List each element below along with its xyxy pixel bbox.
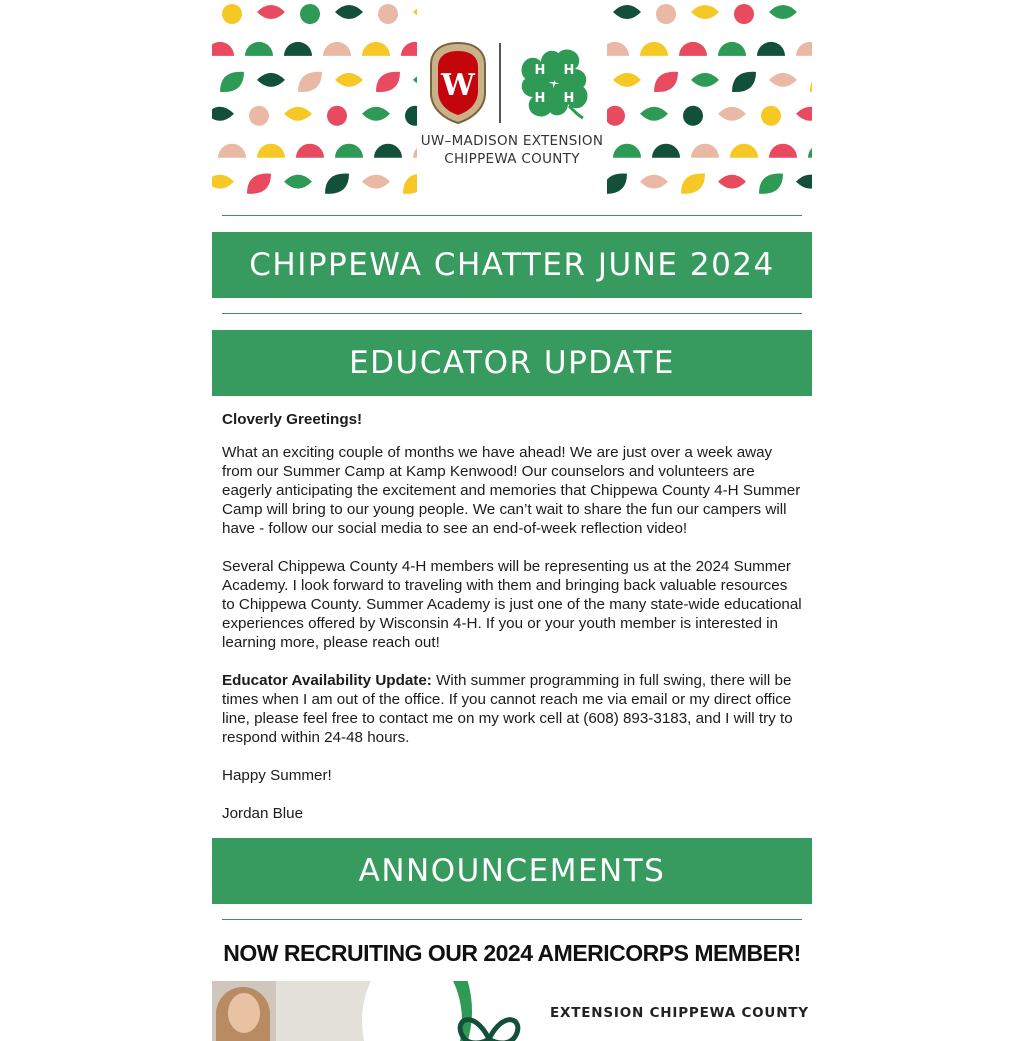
pattern-shape [296, 144, 324, 158]
pattern-shape [212, 107, 234, 121]
pattern-shape [249, 106, 269, 126]
pattern-shape [613, 5, 641, 19]
pattern-shape [327, 106, 347, 126]
pattern-shape [679, 42, 707, 56]
promo-org-text: EXTENSION CHIPPEWA COUNTY [550, 1005, 809, 1021]
pattern-shape [257, 144, 285, 158]
pattern-shape [796, 107, 812, 121]
pattern-shape [300, 4, 320, 24]
pattern-shape [362, 42, 390, 56]
pattern-shape [335, 144, 363, 158]
pattern-shape [362, 175, 390, 189]
paragraph-availability [222, 671, 802, 747]
pattern-shape [734, 4, 754, 24]
svg-text:H: H [534, 91, 546, 106]
uw-crest-icon [429, 41, 487, 125]
org-line-1: UW–MADISON EXTENSION [420, 133, 604, 149]
pattern-right [607, 0, 812, 205]
availability-label: Educator Availability Update: [222, 672, 432, 689]
svg-text:W: W [441, 68, 475, 103]
pattern-shape [284, 175, 312, 189]
pattern-shape [718, 175, 746, 189]
divider-rule [222, 215, 802, 216]
educator-update-body [212, 410, 812, 823]
pattern-shape [284, 42, 312, 56]
americorps-promo-image[interactable] [212, 981, 812, 1041]
signature: Jordan Blue [222, 805, 304, 822]
recruit-title: NOW RECRUITING OUR 2024 AMERICORPS MEMBER! [223, 940, 801, 966]
pattern-shape [796, 42, 812, 56]
pattern-shape [640, 175, 668, 189]
logo-divider [499, 43, 501, 123]
svg-text:H: H [563, 63, 575, 78]
person-face [228, 993, 260, 1033]
pattern-shape [218, 144, 246, 158]
header-banner-image [212, 0, 812, 205]
pattern-shape [640, 42, 668, 56]
pattern-left [212, 0, 417, 205]
pattern-shape [769, 5, 797, 19]
pattern-shape [730, 144, 758, 158]
pattern-shape [769, 144, 797, 158]
divider-rule [222, 313, 802, 314]
pattern-shape [691, 5, 719, 19]
paragraph-academy: Several Chippewa County 4-H members will be representing us at the 2024 Summer Academy. I look forward to traveling with them and bringing back valuable resources to Chippewa County. Summer Academy is just one of the many state-wide educational experiences offered by Wisconsin 4-H. If you or your youth member is interested in learning more, please reach out! [222, 558, 802, 651]
divider-rule [222, 919, 802, 920]
pattern-shape [212, 175, 234, 189]
extension-logo [402, 38, 622, 178]
pattern-shape [656, 4, 676, 24]
paragraph-camp: What an exciting couple of months we have ahead! We are just over a week away from our Summer Camp at Kamp Kenwood! Our counselors and volunteers are eagerly anticipating the excitement and memories that Chippewa County 4-H Summer Camp will bring to our young people. We can’t wait to share the fun our campers will have - follow our social media to see an end-of-week reflection video! [222, 444, 801, 537]
pattern-shape [681, 173, 705, 193]
org-line-2: CHIPPEWA COUNTY [444, 151, 580, 167]
pattern-shape [808, 144, 812, 158]
pattern-shape [374, 144, 402, 158]
pattern-shape [654, 72, 678, 92]
svg-text:H: H [534, 63, 546, 78]
pattern-shape [691, 73, 719, 87]
pattern-shape [640, 107, 668, 121]
pattern-shape [718, 107, 746, 121]
pattern-shape [284, 107, 312, 121]
pattern-shape [378, 4, 398, 24]
pattern-shape [652, 144, 680, 158]
pattern-shape [718, 42, 746, 56]
pattern-shape [212, 42, 234, 56]
pattern-shape [810, 72, 812, 92]
pattern-shape [220, 72, 244, 92]
four-h-clover-icon [513, 42, 595, 124]
pattern-shape [759, 173, 783, 193]
educator-update-heading: EDUCATOR UPDATE [212, 330, 812, 396]
pattern-shape [335, 73, 363, 87]
announcements-heading: ANNOUNCEMENTS [212, 838, 812, 904]
pattern-shape [247, 173, 271, 193]
closing: Happy Summer! [222, 767, 332, 784]
svg-text:H: H [563, 91, 575, 106]
pattern-shape [769, 73, 797, 87]
pattern-shape [796, 175, 812, 189]
four-h-outline-icon [444, 999, 534, 1041]
availability-text: With summer programming in full swing, there will be times when I am out of the office. If you cannot reach me via email or my direct office line, please feel free to contact me on my work cell at (608) 893-3183, and I will try to respond within 24-48 hours. [222, 672, 793, 746]
pattern-shape [757, 42, 785, 56]
pattern-shape [325, 173, 349, 193]
pattern-shape [245, 42, 273, 56]
pattern-shape [257, 5, 285, 19]
pattern-shape [376, 72, 400, 92]
pattern-shape [761, 106, 781, 126]
pattern-shape [413, 5, 417, 19]
pattern-shape [691, 144, 719, 158]
pattern-shape [257, 73, 285, 87]
pattern-shape [683, 106, 703, 126]
pattern-shape [222, 4, 242, 24]
newsletter [212, 0, 812, 1041]
pattern-shape [362, 107, 390, 121]
newsletter-title-banner: CHIPPEWA CHATTER JUNE 2024 [212, 232, 812, 298]
pattern-shape [323, 42, 351, 56]
pattern-shape [732, 72, 756, 92]
pattern-shape [298, 72, 322, 92]
pattern-shape [335, 5, 363, 19]
greeting: Cloverly Greetings! [222, 411, 363, 428]
